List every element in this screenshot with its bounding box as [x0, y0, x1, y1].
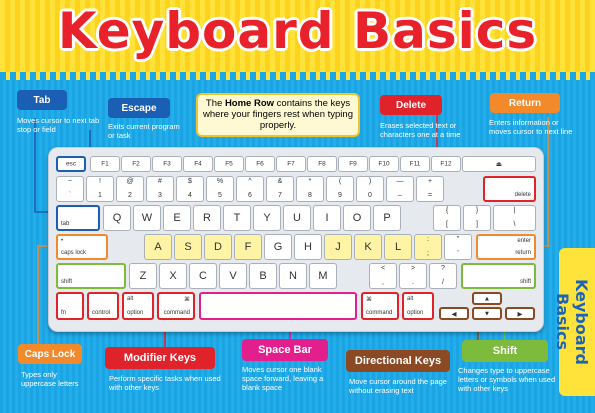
key-f9[interactable]: F9 — [338, 156, 368, 172]
key-8[interactable]: * 8 — [296, 176, 324, 202]
tab-description: Moves cursor to next tab stop or field — [17, 116, 100, 134]
key-semicolon[interactable]: : ; — [414, 234, 442, 260]
key-f5[interactable]: F5 — [214, 156, 244, 172]
key-h[interactable]: H — [294, 234, 322, 260]
key-fn[interactable]: fn — [56, 292, 84, 320]
key-e[interactable]: E — [163, 205, 191, 231]
directional-keys-description: Move cursor around the page without erasing text — [349, 377, 447, 395]
key-backtick[interactable]: ~ ` — [56, 176, 84, 202]
key-f1[interactable]: F1 — [90, 156, 120, 172]
key-q[interactable]: Q — [103, 205, 131, 231]
shift-description: Changes type to uppercase letters or symbols when used with other keys — [458, 366, 556, 393]
key-i[interactable]: I — [313, 205, 341, 231]
side-label: Keyboard Basics — [553, 279, 591, 365]
key-f6[interactable]: F6 — [245, 156, 275, 172]
poster-title: Keyboard Basics — [57, 2, 538, 60]
tab-label: Tab — [17, 90, 67, 110]
key-x[interactable]: X — [159, 263, 187, 289]
key-l[interactable]: L — [384, 234, 412, 260]
key-1[interactable]: ! 1 — [86, 176, 114, 202]
escape-description: Exits current program or task — [108, 122, 180, 140]
key-n[interactable]: N — [279, 263, 307, 289]
arrow-right-icon: ▶ — [517, 310, 523, 318]
directional-keys-label: Directional Keys — [346, 350, 450, 372]
key-f12[interactable]: F12 — [431, 156, 461, 172]
key-6[interactable]: ^ 6 — [236, 176, 264, 202]
key-arrow-right[interactable] — [505, 307, 535, 320]
key-3[interactable]: # 3 — [146, 176, 174, 202]
key-bracket-right[interactable]: } ] — [463, 205, 491, 231]
caps-lock-indicator: • — [61, 238, 64, 244]
key-shift-left[interactable]: shift — [56, 263, 126, 289]
delete-description: Erases selected text or characters one at a time — [380, 121, 461, 139]
keyboard — [48, 147, 544, 332]
key-esc[interactable]: esc — [56, 156, 86, 172]
eject-icon: ⏏ — [495, 161, 503, 168]
key-v[interactable]: V — [219, 263, 247, 289]
key-a[interactable]: A — [144, 234, 172, 260]
key-option-left[interactable]: alt option — [122, 292, 154, 320]
key-r[interactable]: R — [193, 205, 221, 231]
key-f11[interactable]: F11 — [400, 156, 430, 172]
key-eject[interactable] — [462, 156, 536, 172]
key-f2[interactable]: F2 — [121, 156, 151, 172]
key-4[interactable]: $ 4 — [176, 176, 204, 202]
key-t[interactable]: T — [223, 205, 251, 231]
key-command-left[interactable]: ⌘ command — [157, 292, 195, 320]
key-2[interactable]: @ 2 — [116, 176, 144, 202]
space-bar[interactable] — [199, 292, 357, 320]
key-j[interactable]: J — [324, 234, 352, 260]
key-z[interactable]: Z — [129, 263, 157, 289]
key-u[interactable]: U — [283, 205, 311, 231]
key-f10[interactable]: F10 — [369, 156, 399, 172]
key-equals[interactable]: + = — [416, 176, 444, 202]
key-y[interactable]: Y — [253, 205, 281, 231]
key-shift-right[interactable]: shift — [461, 263, 536, 289]
caps-lock-description: Types only uppercase letters — [21, 370, 79, 388]
key-o[interactable]: O — [343, 205, 371, 231]
home-row-emphasis: Home Row — [224, 98, 275, 109]
key-c[interactable]: C — [189, 263, 217, 289]
command-icon: ⌘ — [366, 297, 372, 303]
key-k[interactable]: K — [354, 234, 382, 260]
shift-label: Shift — [462, 340, 548, 362]
key-9[interactable]: ( 9 — [326, 176, 354, 202]
key-minus[interactable]: — – — [386, 176, 414, 202]
arrow-down-icon: ▼ — [483, 310, 491, 317]
key-f8[interactable]: F8 — [307, 156, 337, 172]
key-f[interactable]: F — [234, 234, 262, 260]
key-slash[interactable]: ? / — [429, 263, 457, 289]
escape-label: Escape — [108, 98, 170, 118]
key-f7[interactable]: F7 — [276, 156, 306, 172]
key-arrow-down[interactable] — [472, 307, 502, 320]
key-period[interactable]: > . — [399, 263, 427, 289]
key-b[interactable]: B — [249, 263, 277, 289]
key-caps-lock[interactable]: • caps lock — [56, 234, 108, 260]
key-bracket-left[interactable]: { [ — [433, 205, 461, 231]
arrow-up-icon: ▲ — [483, 295, 491, 302]
space-bar-description: Moves cursor one blank space forward, leaving a blank space — [242, 365, 324, 392]
command-icon: ⌘ — [184, 297, 190, 303]
key-f4[interactable]: F4 — [183, 156, 213, 172]
key-comma[interactable]: < , — [369, 263, 397, 289]
modifier-keys-description: Perform specific tasks when used with other keys — [109, 374, 221, 392]
key-g[interactable]: G — [264, 234, 292, 260]
return-label: Return — [490, 93, 560, 113]
caps-lock-label: Caps Lock — [18, 344, 82, 364]
key-s[interactable]: S — [174, 234, 202, 260]
home-row-callout: The Home Row contains the keys where your fingers rest when typing properly. — [196, 93, 360, 137]
key-command-right[interactable]: ⌘ command — [361, 292, 399, 320]
key-tab[interactable]: tab — [56, 205, 100, 231]
key-arrow-left[interactable] — [439, 307, 469, 320]
return-description: Enters information or moves cursor to next line — [489, 118, 573, 136]
modifier-keys-label: Modifier Keys — [105, 347, 215, 369]
key-return[interactable]: enter return — [476, 234, 536, 260]
key-p[interactable]: P — [373, 205, 401, 231]
key-arrow-up[interactable] — [472, 292, 502, 305]
key-quote[interactable]: " ' — [444, 234, 472, 260]
key-d[interactable]: D — [204, 234, 232, 260]
arrow-left-icon: ◀ — [451, 310, 457, 318]
key-f3[interactable]: F3 — [152, 156, 182, 172]
key-delete[interactable]: delete — [483, 176, 536, 202]
key-w[interactable]: W — [133, 205, 161, 231]
key-7[interactable]: & 7 — [266, 176, 294, 202]
key-option-right[interactable]: alt option — [402, 292, 434, 320]
key-0[interactable]: ) 0 — [356, 176, 384, 202]
key-control[interactable]: control — [87, 292, 119, 320]
delete-label: Delete — [380, 95, 442, 115]
key-m[interactable]: M — [309, 263, 337, 289]
space-bar-label: Space Bar — [242, 339, 328, 361]
key-backslash[interactable]: | \ — [493, 205, 536, 231]
key-5[interactable]: % 5 — [206, 176, 234, 202]
